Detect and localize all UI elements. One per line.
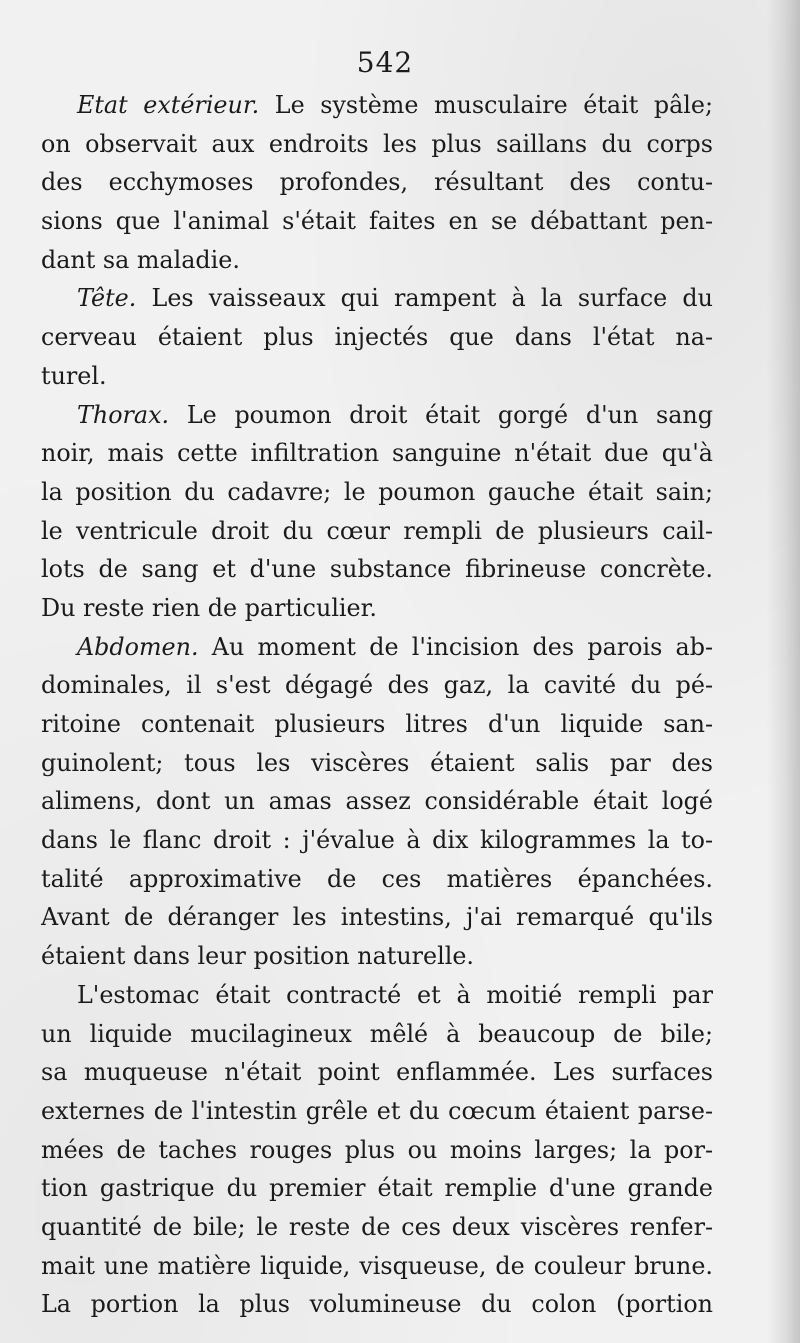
text-line: alimens, dont un amas assez considérable était logé <box>41 787 713 816</box>
text-line: dant sa maladie. <box>41 245 240 274</box>
text-line: externes de l'intestin grêle et du cœcum étaient parse- <box>41 1096 713 1125</box>
section-heading-abdomen: Abdomen. <box>77 632 199 661</box>
page-number: 542 <box>356 46 414 79</box>
text-line: La portion la plus volumineuse du colon (portion <box>41 1290 713 1319</box>
text-line: étaient dans leur position naturelle. <box>41 942 474 971</box>
text-line: quantité de bile; le reste de ces deux viscères renfer- <box>41 1212 713 1241</box>
text-line <box>41 628 713 667</box>
text-line: mées de taches rouges plus ou moins larges; la por- <box>41 1135 713 1164</box>
text-line: cerveau étaient plus injectés que dans l'état na- <box>41 323 713 352</box>
text-line: noir, mais cette infiltration sanguine n'était due qu'à <box>41 439 713 468</box>
text-line: lots de sang et d'une substance fibrineuse concrète. <box>41 555 713 584</box>
text-line: talité approximative de ces matières épanchées. <box>41 864 713 893</box>
text-line: des ecchymoses profondes, résultant des contu- <box>41 168 713 197</box>
text-line: tion gastrique du premier était remplie d'une grande <box>41 1174 713 1203</box>
text-line: un liquide mucilagineux mêlé à beaucoup de bile; <box>41 1019 713 1048</box>
text-line: turel. <box>41 361 107 390</box>
page-edge-shadow <box>766 0 800 1343</box>
section-heading-etat-exterieur: Etat extérieur. <box>77 91 260 119</box>
text-line: sions que l'animal s'était faites en se débattant pen- <box>41 207 713 236</box>
text-line: on observait aux endroits les plus saillans du corps <box>41 129 713 158</box>
text-line: ritoine contenait plusieurs litres d'un liquide san- <box>41 710 713 738</box>
line-text: Le système musculaire était pâle; <box>259 91 713 119</box>
text-line: mait une matière liquide, visqueuse, de couleur brune. <box>41 1251 713 1280</box>
text-line: Avant de déranger les intestins, j'ai remarqué qu'ils <box>41 903 713 932</box>
text-line: Du reste rien de particulier. <box>41 593 377 622</box>
text-line: dominales, il s'est dégagé des gaz, la cavité du pé- <box>41 671 713 700</box>
section-heading-thorax: Thorax. <box>77 400 170 429</box>
line-text: Au moment de l'incision des parois ab- <box>198 632 713 661</box>
text-line <box>41 86 713 125</box>
text-line: sa muqueuse n'était point enflammée. Les surfaces <box>41 1058 713 1087</box>
text-line: le ventricule droit du cœur rempli de plusieurs cail- <box>41 516 713 545</box>
text-line: la position du cadavre; le poumon gauche était sain; <box>41 477 713 506</box>
text-line <box>41 396 713 435</box>
text-line: guinolent; tous les viscères étaient salis par des <box>41 748 713 777</box>
text-line: L'estomac était contracté et à moitié rempli par <box>77 980 713 1009</box>
text-line: dans le flanc droit : j'évalue à dix kilogrammes la to- <box>41 826 713 855</box>
line-text: Le poumon droit était gorgé d'un sang <box>169 400 713 429</box>
text-line <box>41 279 713 318</box>
body-text <box>41 86 713 1324</box>
section-heading-tete: Tête. <box>77 284 137 313</box>
line-text: Les vaisseaux qui rampent à la surface du <box>136 284 713 313</box>
